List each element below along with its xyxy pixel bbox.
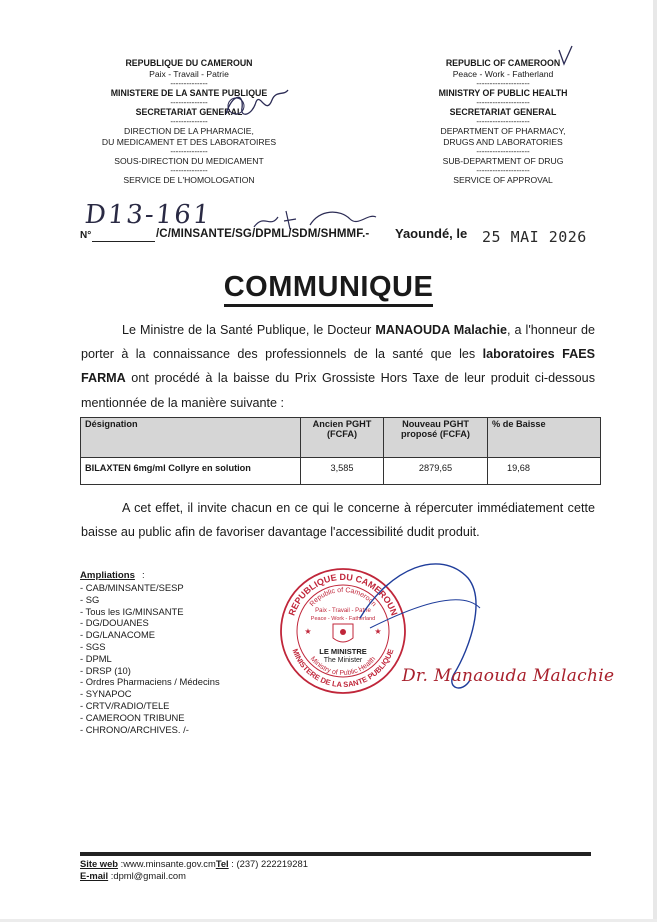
separator: -------------- bbox=[170, 147, 208, 156]
header-right bbox=[393, 58, 613, 186]
separator: -------------------- bbox=[476, 98, 530, 107]
ministry-en: MINISTRY OF PUBLIC HEALTH bbox=[438, 88, 568, 98]
motto-en: Peace - Work - Fatherland bbox=[452, 69, 554, 79]
republic-en: REPUBLIC OF CAMEROON bbox=[445, 58, 561, 68]
secretariat-fr: SECRETARIAT GENERAL bbox=[135, 107, 243, 117]
cell-new-price: 2879,65 bbox=[384, 458, 488, 485]
list-item: - SYNAPOC bbox=[80, 688, 132, 700]
list-item: - CAMEROON TRIBUNE bbox=[80, 711, 185, 723]
closing-paragraph: A cet effet, il invite chacun en ce qui le concerne à répercuter immédiatement cette baisse au public afin de favoriser davantage l'accessibilité dudit produit. bbox=[81, 501, 595, 540]
header-new-price: Nouveau PGHT proposé (FCFA) bbox=[384, 418, 488, 458]
minister-name: MANAOUDA Malachie bbox=[375, 323, 507, 337]
signature: Dr. Manaouda Malachie bbox=[402, 666, 615, 686]
laboratory-name: laboratoires FAES FARMA bbox=[81, 347, 595, 386]
reference-path: /C/MINSANTE/SG/DPML/SDM/SHMMF.- bbox=[156, 228, 370, 240]
cell-old-price: 3,585 bbox=[301, 458, 384, 485]
tel-label: Tel bbox=[215, 858, 229, 869]
subdirection-fr: SOUS-DIRECTION DU MEDICAMENT bbox=[114, 156, 264, 166]
stamp-text-bottom-inner: Ministry of Public Health bbox=[308, 655, 378, 678]
separator: -------------------- bbox=[476, 117, 530, 126]
page-title: COMMUNIQUE bbox=[0, 271, 657, 304]
republic-fr: REPUBLIQUE DU CAMEROUN bbox=[125, 58, 253, 68]
list-item: - DG/DOUANES bbox=[80, 617, 149, 629]
stamp-motto-en: Peace - Work - Fatherland bbox=[310, 616, 376, 622]
separator: -------------------- bbox=[476, 79, 530, 88]
number-label: N° bbox=[80, 230, 92, 241]
price-table bbox=[80, 417, 601, 485]
separator: -------------- bbox=[170, 166, 208, 175]
handwritten-number: D13-161 bbox=[83, 200, 213, 230]
ampliations-colon: : bbox=[142, 570, 145, 581]
page-edge-right bbox=[653, 0, 657, 922]
department-en-line2: DRUGS AND LABORATORIES bbox=[443, 137, 563, 147]
table-header-row bbox=[81, 418, 601, 458]
footer-contact-line bbox=[80, 858, 308, 869]
document-date: 25 MAI 2026 bbox=[482, 228, 587, 246]
tel-value: : (237) 222219281 bbox=[228, 858, 308, 869]
number-blank bbox=[92, 241, 155, 242]
direction-fr-line2: DU MEDICAMENT ET DES LABORATOIRES bbox=[101, 137, 277, 147]
separator: -------------- bbox=[170, 98, 208, 107]
list-item: - DPML bbox=[80, 652, 112, 664]
stamp-star-icon: ★ bbox=[304, 627, 312, 636]
stamp-minister-fr: LE MINISTRE bbox=[319, 647, 367, 656]
separator: -------------------- bbox=[476, 166, 530, 175]
stamp-minister-en: The Minister bbox=[323, 657, 363, 664]
service-en: SERVICE OF APPROVAL bbox=[453, 175, 553, 185]
list-item: - CRTV/RADIO/TELE bbox=[80, 699, 170, 711]
header-old-price: Ancien PGHT (FCFA) bbox=[301, 418, 384, 458]
list-item: - CHRONO/ARCHIVES. /- bbox=[80, 723, 189, 735]
list-item: - DRSP (10) bbox=[80, 664, 131, 676]
initials-scribble-icon bbox=[222, 86, 292, 126]
list-item: - Tous les IG/MINSANTE bbox=[80, 605, 184, 617]
stamp-text-bottom: MINISTERE DE LA SANTE PUBLIQUE bbox=[290, 647, 396, 690]
separator: -------------- bbox=[170, 79, 208, 88]
separator: -------------- bbox=[170, 117, 208, 126]
list-item: - SGS bbox=[80, 640, 106, 652]
list-item: - SG bbox=[80, 593, 100, 605]
header-decrease-percent: % de Baisse bbox=[488, 418, 601, 458]
site-value: :www.minsante.gov.cm bbox=[118, 858, 216, 869]
stamp-text-top: REPUBLIQUE DU CAMEROUN bbox=[286, 571, 400, 617]
service-fr: SERVICE DE L'HOMOLOGATION bbox=[123, 175, 255, 185]
direction-fr-line1: DIRECTION DE LA PHARMACIE, bbox=[124, 126, 254, 136]
list-item: - DG/LANACOME bbox=[80, 629, 156, 641]
city-date-label: Yaoundé, le bbox=[395, 226, 468, 241]
stamp-text-top-inner: Republic of Cameroon bbox=[308, 586, 378, 608]
ampliations-list bbox=[80, 582, 220, 735]
subdepartment-en: SUB-DEPARTMENT OF DRUG bbox=[442, 156, 564, 166]
secretariat-en: SECRETARIAT GENERAL bbox=[449, 107, 557, 117]
stamp-star-icon: ★ bbox=[374, 627, 382, 636]
check-mark-icon bbox=[556, 44, 578, 70]
cell-designation: BILAXTEN 6mg/ml Collyre en solution bbox=[81, 458, 301, 485]
motto-fr: Paix - Travail - Patrie bbox=[149, 69, 229, 79]
email-label: E-mail bbox=[80, 870, 109, 881]
footer-divider bbox=[80, 852, 591, 856]
list-item: - CAB/MINSANTE/SESP bbox=[80, 582, 184, 593]
department-en-line1: DEPARTMENT OF PHARMACY, bbox=[440, 126, 566, 136]
email-value: :dpml@gmail.com bbox=[108, 870, 186, 881]
list-item: - Ordres Pharmaciens / Médecins bbox=[80, 676, 220, 688]
ministry-fr: MINISTERE DE LA SANTE PUBLIQUE bbox=[110, 88, 268, 98]
site-label: Site web bbox=[80, 858, 119, 869]
initials-scribble-icon bbox=[250, 203, 380, 233]
stamp-motto-fr: Paix - Travail - Patrie bbox=[315, 608, 371, 614]
intro-paragraph: Le Ministre de la Santé Publique, le Docteur MANAOUDA Malachie, a l'honneur de porter à la connaissance des professionnels de la santé que les laboratoires FAES FARMA ont procédé à la baisse du Prix Grossiste Hors Taxe de leur produit ci-dessous mentionnée de la manière suivante : bbox=[81, 323, 595, 410]
table-row bbox=[81, 458, 601, 485]
header-designation: Désignation bbox=[81, 418, 301, 458]
cell-decrease-percent: 19,68 bbox=[488, 458, 601, 485]
ampliations-title: Ampliations bbox=[80, 570, 135, 581]
footer-email-line bbox=[80, 870, 186, 881]
separator: -------------------- bbox=[476, 147, 530, 156]
